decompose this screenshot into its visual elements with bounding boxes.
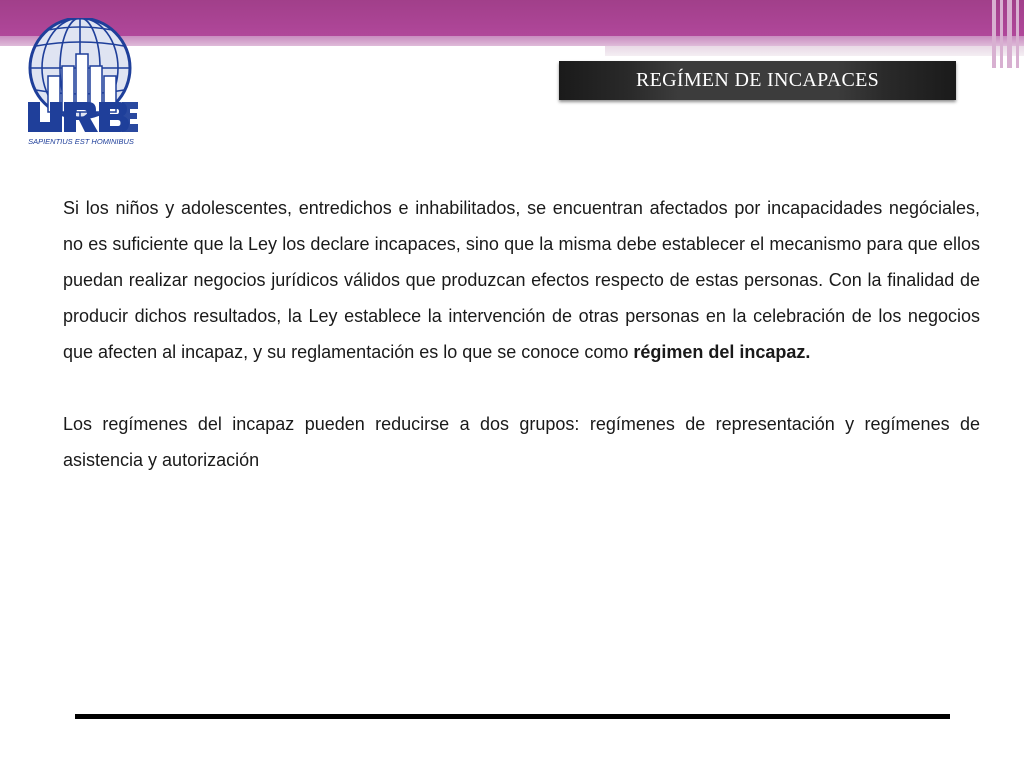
top-banner-gray-band [605,46,1024,56]
bottom-divider [75,714,950,719]
slide-content [63,190,980,478]
logo-motto: SAPIENTIUS EST HOMINIBUS [28,137,134,146]
paragraph-1-text: Si los niños y adolescentes, entredichos e inhabilitados, se encuentran afectados por incapacidades negóciales, no es suficiente que la Ley los declare incapaces, sino que la misma debe establecer el mecanismo para que ellos puedan realizar negocios jurídicos válidos que produzcan efectos respecto de estas personas. Con la finalidad de producir dichos resultados, la Ley establece la intervención de otras personas en la celebración de los negocios que afecten al incapaz, y su reglamentación es lo que se conoce como [63,198,980,362]
urbe-logo-graphic [22,18,140,148]
slide-title-box [559,61,956,100]
paragraph-1 [63,190,980,370]
paragraph-1-bold-term: régimen del incapaz. [633,342,811,362]
urbe-logo [22,18,140,148]
slide-title: REGÍMEN DE INCAPACES [635,69,880,91]
paragraph-2: Los regímenes del incapaz pueden reducirse a dos grupos: regímenes de representación y regímenes de asistencia y autorización [63,414,980,470]
right-decorative-stripes [990,0,1024,68]
top-banner [0,0,1024,36]
